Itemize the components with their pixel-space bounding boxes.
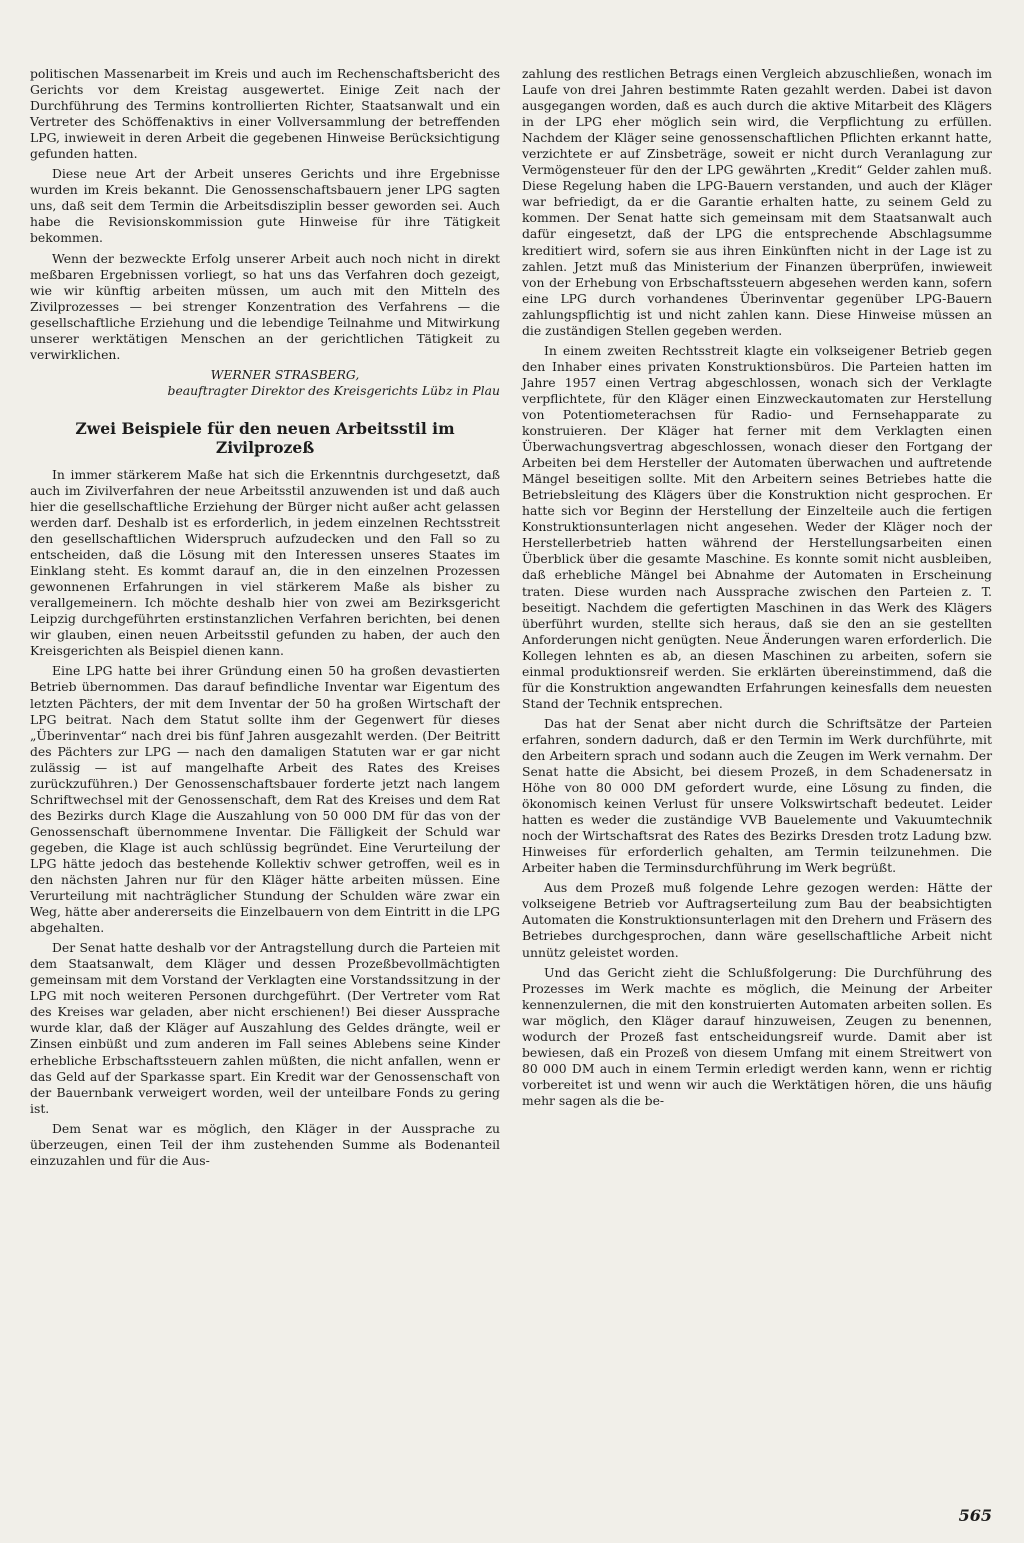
paragraph: Eine LPG hatte bei ihrer Gründung einen 50 ha großen devastierten Betrieb übernommen. Das darauf befindliche Inventar war Eigentum des letzten Pächters, der mit dem Inventar der 50 ha großen Wirtschaft der LPG beitrat. Nach dem Statut sollte ihm der Gegenwert für dieses „Überinventar“ nach drei bis fünf Jahren ausgezahlt werden. (Der Beitritt des Pächters zur LPG — nach den damaligen Statuten war er gar nicht zulässig — ist auf mangelhafte Arbeit des Rates des Kreises zurückzuführen.) Der Genossenschaftsbauer forderte jetzt nach langem Schriftwechsel mit der Genossenschaft, dem Rat des Kreises und dem Rat des Bezirks durch Klage die Auszahlung von 50 000 DM für das von der Genossenschaft übernommene Inventar. Die Fälligkeit der Schuld war gegeben, die Klage ist auch schlüssig begründet. Eine Verurteilung der LPG hätte jedoch das bestehende Kollektiv schwer getroffen, weil es in den nächsten Jahren nur für den Kläger hätte arbeiten müssen. Eine Verurteilung mit nachträglicher Stundung der Schulden wäre zwar ein Weg, hätte aber andererseits die Einzelbauern von dem Eintritt in die LPG abgehalten. bbox=[30, 663, 500, 936]
two-column-layout bbox=[30, 66, 992, 1173]
paragraph: Diese neue Art der Arbeit unseres Gerichts und ihre Ergebnisse wurden im Kreis bekannt. Die Genossenschaftsbauern jener LPG sagten uns, daß seit dem Termin die Arbeitsdisziplin besser geworden sei. Auch habe die Revisionskommission gute Hinweise für ihre Tätigkeit bekommen. bbox=[30, 166, 500, 246]
paragraph: politischen Massenarbeit im Kreis und auch im Rechenschaftsbericht des Gerichts vor dem Kreistag ausgewertet. Einige Zeit nach der Durchführung des Termins kontrollierten Richter, Staatsanwalt und ein Vertreter des Schöffenaktivs in einer Vollversammlung der betreffenden LPG, inwieweit in deren Arbeit die gegebenen Hinweise Berücksichtigung gefunden hatten. bbox=[30, 66, 500, 162]
paragraph: Dem Senat war es möglich, den Kläger in der Aussprache zu überzeugen, einen Teil der ihm zustehenden Summe als Bodenanteil einzuzahlen und für die Aus- bbox=[30, 1120, 500, 1168]
paragraph: Das hat der Senat aber nicht durch die Schriftsätze der Parteien erfahren, sondern dadurch, daß er den Termin im Werk durchführte, mit den Arbeitern sprach und sodann auch die Zeugen im Werk vernahm. Der Senat hatte die Absicht, bei diesem Prozeß, in dem Schadenersatz in Höhe von 80 000 DM gefordert wurde, eine Lösung zu finden, die ökonomisch keinen Verlust für unsere Volkswirtschaft bedeutet. Leider hatten es weder die zuständige VVB Bauelemente und Vakuumtechnik noch der Wirtschaftsrat des Rates des Bezirks Dresden trotz Ladung bzw. Hinweises für erforderlich gehalten, am Termin teilzunehmen. Die Arbeiter haben die Terminsdurchführung im Werk begrüßt. bbox=[522, 715, 992, 876]
paragraph: In immer stärkerem Maße hat sich die Erkenntnis durchgesetzt, daß auch im Zivilverfahren der neue Arbeitsstil anzuwenden ist und daß auch hier die gesellschaftliche Erziehung der Bürger nicht außer acht gelassen werden darf. Deshalb ist es erforderlich, in jedem einzelnen Rechtsstreit den gesellschaftlichen Widerspruch aufzudecken und den Fall so zu entscheiden, daß die Lösung mit den Interessen unseres Staates im Einklang steht. Es kommt darauf an, die in den einzelnen Prozessen gewonnenen Erfahrungen in viel stärkerem Maße als bisher zu verallgemeinern. Ich möchte deshalb hier von zwei am Bezirksgericht Leipzig durchgeführten erstinstanzlichen Verfahren berichten, bei denen wir glauben, einen neuen Arbeitsstil gefunden zu haben, der auch den Kreisgerichten als Beispiel dienen kann. bbox=[30, 466, 500, 659]
author-name: WERNER STRASBERG, bbox=[210, 366, 360, 382]
article-heading: Zwei Beispiele für den neuen Arbeitsstil im Zivilprozeß bbox=[75, 418, 455, 457]
paragraph: Der Senat hatte deshalb vor der Antragstellung durch die Parteien mit dem Staatsanwalt, dem Kläger und dessen Prozeßbevollmächtigten gemeinsam mit dem Vorstand der Verklagten eine Vorstandssitzung in der LPG mit noch weiteren Personen durchgeführt. (Der Vertreter vom Rat des Kreises war geladen, aber nicht erschienen!) Bei dieser Aussprache wurde klar, daß der Kläger auf Auszahlung des Geldes drängte, weil er Zinsen einbüßt und zum anderen im Fall seines Ablebens seine Kinder erhebliche Erbschaftssteuern zahlen müßten, die nicht anfallen, wenn er das Geld auf der Sparkasse spart. Ein Kredit war der Genossenschaft von der Bauernbank verweigert worden, weil der unteilbare Fonds zu gering ist. bbox=[30, 940, 500, 1116]
right-column bbox=[522, 66, 992, 1173]
paragraph: Und das Gericht zieht die Schlußfolgerung: Die Durchführung des Prozesses im Werk machte es möglich, die Meinung der Arbeiter kennenzulernen, die mit den konstruierten Automaten arbeiten sollen. Es war möglich, den Kläger darauf hinzuweisen, Zeugen zu benennen, wodurch der Prozeß fast entscheidungsreif wurde. Damit aber ist bewiesen, daß ein Prozeß von diesem Umfang mit einem Streitwert von 80 000 DM auch in einem Termin erledigt werden kann, wenn er richtig vorbereitet ist und wenn wir auch die Werktätigen hören, die uns häufig mehr sagen als die be- bbox=[522, 964, 992, 1108]
page-number: 565 bbox=[958, 1506, 992, 1525]
author-role: beauftragter Direktor des Kreisgerichts Lübz in Plau bbox=[167, 382, 500, 398]
paragraph: zahlung des restlichen Betrags einen Vergleich abzuschließen, wonach im Laufe von drei Jahren bestimmte Raten gezahlt werden. Dabei ist davon ausgegangen worden, daß es auch durch die aktive Mitarbeit des Klägers in der LPG eher möglich sein wird, die Verpflichtung zu erfüllen. Nachdem der Kläger seine genossenschaftlichen Pflichten erkannt hatte, verzichtete er auf Zinsbeträge, soweit er nicht durch Veranlagung zur Vermögensteuer für den der LPG gewährten „Kredit“ Gelder zahlen muß. Diese Regelung haben die LPG-Bauern verstanden, und auch der Kläger war befriedigt, da er die Garantie erhalten hatte, zu seinem Geld zu kommen. Der Senat hatte sich gemeinsam mit dem Staatsanwalt auch dafür eingesetzt, daß der LPG die entsprechende Abschlagsumme kreditiert wird, sofern sie aus ihren Einkünften nicht in der Lage ist zu zahlen. Jetzt muß das Ministerium der Finanzen überprüfen, inwieweit von der Erhebung von Erbschaftssteuern abgesehen werden kann, sofern eine LPG durch vorhandenes Überinventar gegenüber LPG-Bauern zahlungspflichtig ist und nicht zahlen kann. Diese Hinweise müssen an die zuständigen Stellen gegeben werden. bbox=[522, 66, 992, 338]
left-column bbox=[30, 66, 500, 1173]
document-page bbox=[30, 66, 992, 1525]
paragraph: In einem zweiten Rechtsstreit klagte ein volkseigener Betrieb gegen den Inhaber eines privaten Konstruktionsbüros. Die Parteien hatten im Jahre 1957 einen Vertrag abgeschlossen, wonach sich der Verklagte verpflichtete, für den Kläger einen Einzweckautomaten zur Herstellung von Potentiometerachsen für Radio- und Fernsehapparate zu konstruieren. Der Kläger hat ferner mit dem Verklagten einen Überwachungsvertrag abgeschlossen, wonach dieser den Fortgang der Arbeiten bei dem Hersteller der Automaten überwachen und auftretende Mängel beseitigen sollte. Mit den Arbeitern seines Betriebes hatte die Betriebsleitung des Klägers über die Konstruktion nicht gesprochen. Er hatte sich vor Beginn der Herstellung der Einzelteile auch die fertigen Konstruktionsunterlagen nicht angesehen. Weder der Kläger noch der Herstellerbetrieb hatten während der Herstellungsarbeiten einen Überblick über die gesamte Maschine. Es konnte somit nicht ausbleiben, daß erhebliche Mängel bei Abnahme der Automaten in Erscheinung traten. Diese wurden nach Aussprache zwischen den Parteien z. T. beseitigt. Nachdem die gefertigten Maschinen in das Werk des Klägers überführt wurden, stellte sich heraus, daß sie den an sie gestellten Anforderungen nicht genügten. Neue Änderungen waren erforderlich. Die Kollegen lehnten es ab, an diesen Maschinen zu arbeiten, sofern sie einmal produktionsreif werden. Sie erklärten übereinstimmend, daß die für die Konstruktion angewandten Erfahrungen keinesfalls dem neuesten Stand der Technik entsprechen. bbox=[522, 342, 992, 711]
author-signature bbox=[30, 367, 500, 399]
paragraph: Wenn der bezweckte Erfolg unserer Arbeit auch noch nicht in direkt meßbaren Ergebnissen vorliegt, so hat uns das Verfahren doch gezeigt, wie wir künftig arbeiten müssen, um auch mit den Mitteln des Zivilprozesses — bei strenger Konzentration des Verfahrens — die gesellschaftliche Erziehung und die lebendige Teilnahme und Mitwirkung unserer werktätigen Menschen an der gerichtlichen Tätigkeit zu verwirklichen. bbox=[30, 250, 500, 362]
paragraph: Aus dem Prozeß muß folgende Lehre gezogen werden: Hätte der volkseigene Betrieb vor Auftragserteilung zum Bau der beabsichtigten Automaten die Konstruktionsunterlagen mit den Drehern und Fräsern des Betriebes durchgesprochen, dann wäre gesellschaftliche Arbeit nicht unnütz geleistet worden. bbox=[522, 880, 992, 960]
